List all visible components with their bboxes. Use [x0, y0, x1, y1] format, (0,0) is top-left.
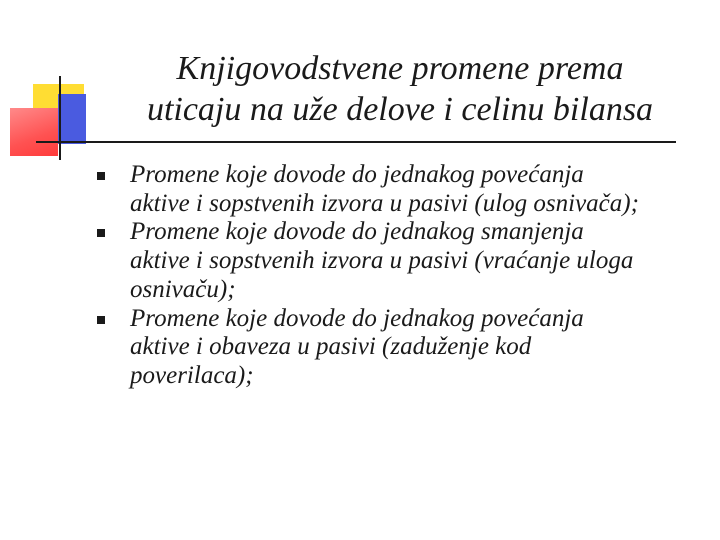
bullet-text-line: Promene koje dovode do jednakog povećanja [130, 304, 584, 332]
bullet-text-line: Promene koje dovode do jednakog povećanja [130, 161, 584, 188]
bullet-text-line: aktive i obaveza u pasivi (zaduženje kod [130, 333, 532, 361]
bullet-item-3 [96, 305, 706, 391]
bullet-square-icon [97, 172, 105, 180]
bullet-text-line: poverilaca); [130, 361, 254, 389]
bullet-square-icon [97, 316, 105, 324]
decor-blue-square [58, 94, 86, 144]
slide-title-line-2: uticaju na uže delove i celinu bilansa [146, 91, 654, 128]
slide-title [110, 48, 690, 130]
slide-title-line-1: Knjigovodstvene promene prema [176, 50, 624, 87]
bullet-text-line: osnivaču); [130, 275, 236, 303]
bullet-list [96, 161, 706, 391]
decor-pink-square [10, 108, 58, 156]
bullet-text-line: aktive i sopstvenih izvora u pasivi (vraćanje uloga [130, 247, 634, 275]
bullet-text-line: Promene koje dovode do jednakog smanjenja [130, 218, 584, 246]
bullet-square-icon [97, 229, 105, 237]
bullet-text-line: aktive i sopstvenih izvora u pasivi (ulog osnivača); [130, 189, 639, 217]
bullet-item-2 [96, 218, 706, 304]
title-underline [36, 141, 676, 143]
decor-vertical-line [59, 76, 61, 160]
bullet-item-1 [96, 161, 706, 218]
